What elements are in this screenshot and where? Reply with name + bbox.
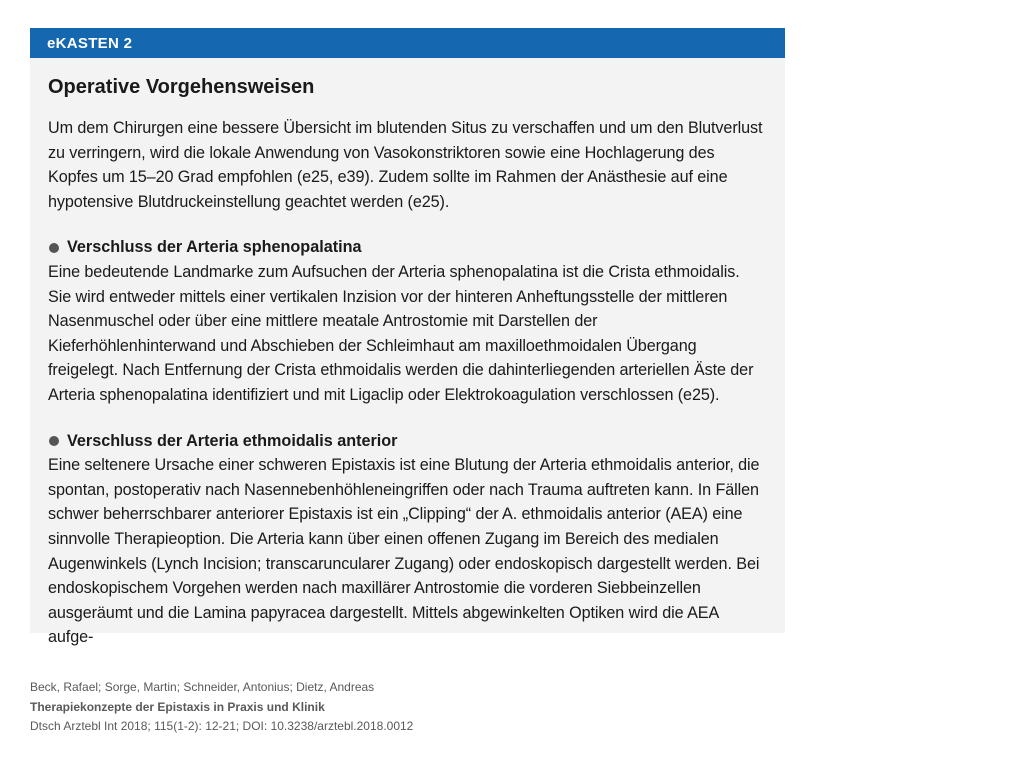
box-title: Operative Vorgehensweisen [48,76,315,98]
footer-article-title: Therapiekonzepte der Epistaxis in Praxis und Klinik [30,699,325,714]
section-heading-sphenopalatina [48,235,767,260]
footer-citation: Dtsch Arztebl Int 2018; 115(1-2): 12-21; DOI: 10.3238/arztebl.2018.0012 [30,719,414,733]
bullet-icon [49,243,59,253]
bullet-icon [49,436,59,446]
footer-authors: Beck, Rafael; Sorge, Martin; Schneider, Antonius; Dietz, Andreas [30,680,375,694]
info-box [30,28,785,647]
section-heading-text: Verschluss der Arteria sphenopalatina [67,238,362,257]
section-paragraph-ethmoidalis: Eine seltenere Ursache einer schweren Epistaxis ist eine Blutung der Arteria ethmoidalis anterior, die spontan, postoperativ nach Nasennebenhöhleneingriffen oder nach Trauma auftreten kann. In Fällen schwer beherrschbarer anteriorer Epistaxis ist ein „Clipping“ der A. ethmoidalis anterior (AEA) eine sinnvolle Therapieoption. Die Arteria kann über einen offenen Zugang im Bereich des medialen Augenwinkels (Lynch Incision; transcaruncularer Zugang) oder endoskopisch dargestellt werden. Bei endoskopischem Vorgehen werden nach maxillärer Antrostomie die vorderen Siebbeinzellen ausgeräumt und die Lamina papyracea dargestellt. Mittels abgewinkelten Optiken wird die AEA aufge- [48,456,760,647]
citation-footer [30,678,413,737]
section-paragraph-sphenopalatina: Eine bedeutende Landmarke zum Aufsuchen der Arteria sphenopalatina ist die Crista ethmoidalis. Sie wird entweder mittels einer vertikalen Inzision vor der hinteren Anheftungsstelle der mittleren Nasenmuschel oder über eine mittlere meatale Antrostomie mit Darstellen der Kieferhöhlenhinterwand und Abschieben der Schleimhaut am maxilloethmoidalen Übergang freigelegt. Nach Entfernung der Crista ethmoidalis werden die dahinterliegenden arteriellen Äste der Arteria sphenopalatina identifiziert und mit Ligaclip oder Elektrokoagulation verschlossen (e25). [48,262,754,404]
box-body [30,58,785,650]
section-heading-ethmoidalis [48,429,767,454]
box-header [30,28,785,58]
box-label: eKASTEN 2 [47,34,133,52]
section-heading-text: Verschluss der Arteria ethmoidalis anterior [67,431,398,450]
intro-paragraph: Um dem Chirurgen eine bessere Übersicht im blutenden Situs zu verschaffen und um den Blutverlust zu verringern, wird die lokale Anwendung von Vasokonstriktoren sowie eine Hochlagerung des Kopfes um 15–20 Grad empfohlen (e25, e39). Zudem sollte im Rahmen der Anästhesie auf eine hypotensive Blutdruckeinstellung geachtet werden (e25). [48,119,763,211]
